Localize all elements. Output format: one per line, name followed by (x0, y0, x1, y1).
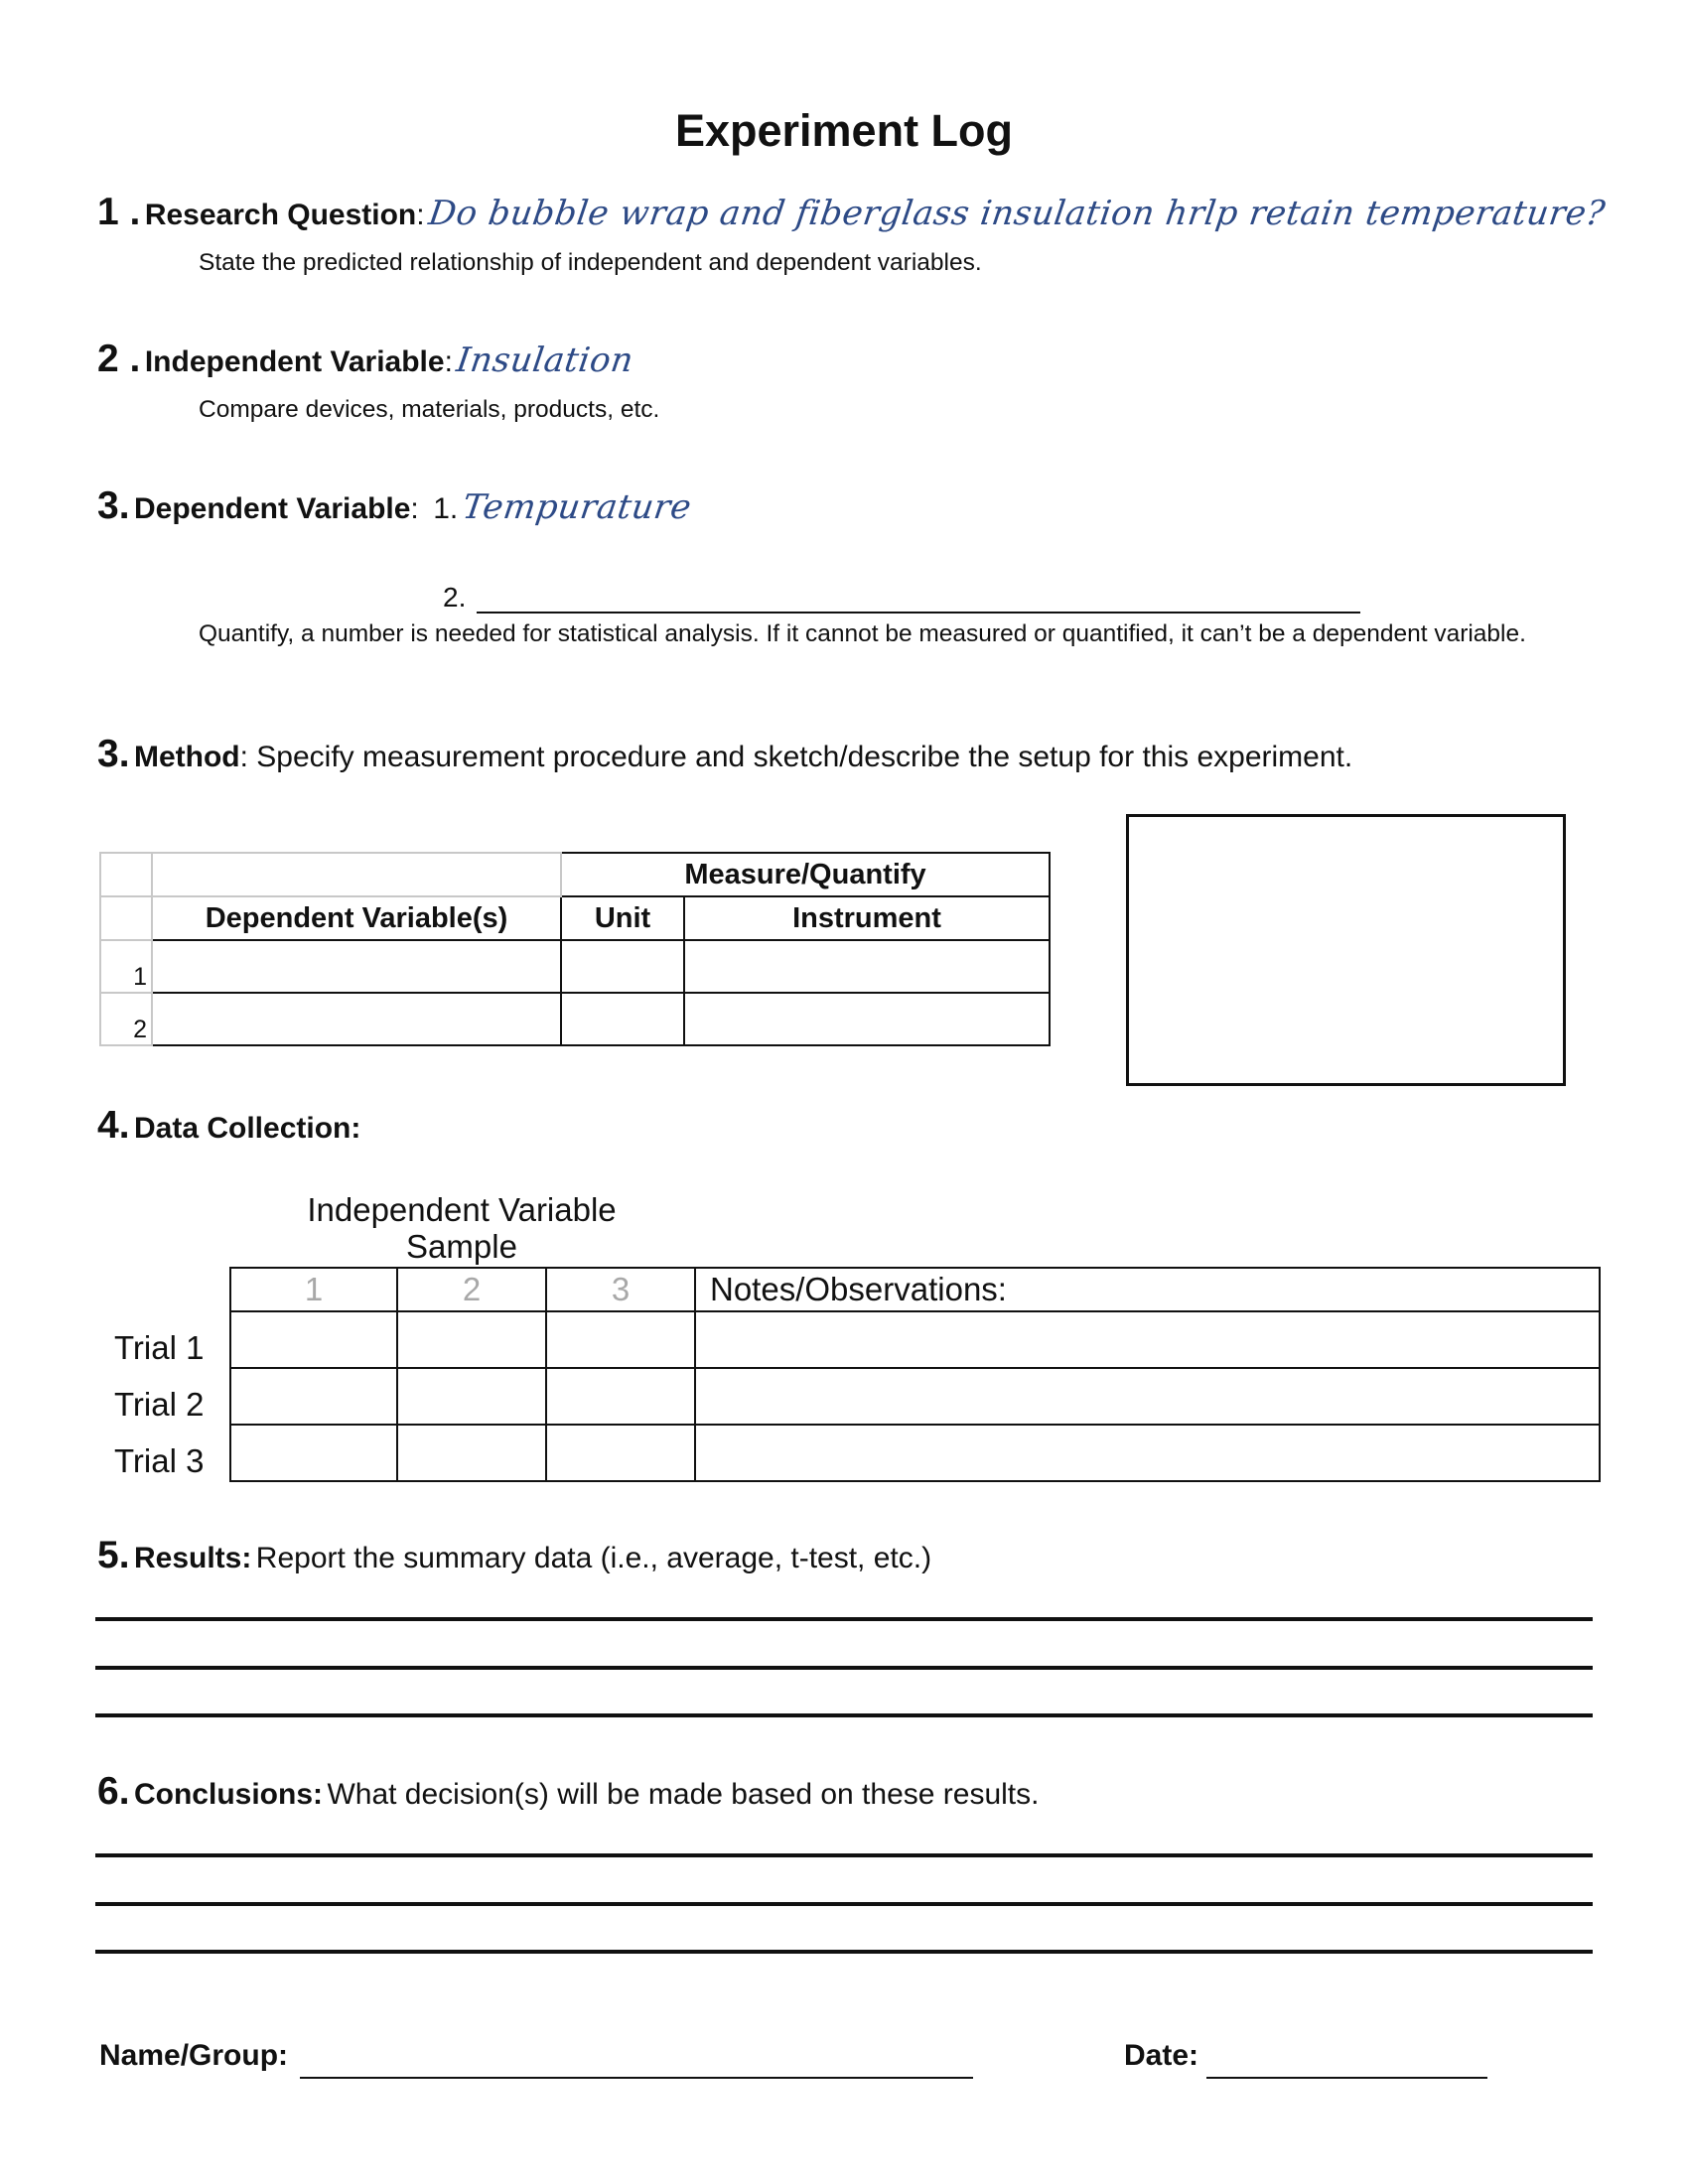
data-collection-number: 4. (97, 1104, 130, 1147)
conclusions-answer-line[interactable] (95, 1950, 1593, 1954)
independent-variable-colon: : (444, 345, 453, 378)
table-row-number: 2 (100, 993, 152, 1045)
results-answer-line[interactable] (95, 1666, 1593, 1670)
method-label: Method (133, 741, 240, 773)
research-question-hint: State the predicted relationship of independent and dependent variables. (199, 249, 982, 276)
trial-sample-cell[interactable] (230, 1368, 397, 1425)
unit-cell[interactable] (561, 940, 684, 993)
independent-variable-hint: Compare devices, materials, products, etc. (199, 396, 660, 423)
results-line (97, 1534, 931, 1577)
trial-sample-cell[interactable] (230, 1311, 397, 1368)
notes-observations-header: Notes/Observations: (695, 1268, 1600, 1311)
table-corner-cell (100, 853, 152, 896)
research-question-colon: : (416, 199, 425, 231)
research-question-answer[interactable]: Do bubble wrap and fiberglass insulation hrlp retain temperature? (426, 194, 1609, 233)
data-collection-line (97, 1104, 360, 1148)
dependent-variables-header: Dependent Variable(s) (152, 896, 561, 940)
sample-column-header: 2 (397, 1268, 546, 1311)
conclusions-answer-line[interactable] (95, 1853, 1593, 1857)
iv-header-line1: Independent Variable (307, 1191, 617, 1228)
dependent-variable-hint: Quantify, a number is needed for statistical analysis. If it cannot be measured or quantified, it can’t be a dependent variable. (199, 620, 1526, 647)
sample-column-header: 1 (230, 1268, 397, 1311)
independent-variable-line (97, 338, 636, 381)
table-row-number: 1 (100, 940, 152, 993)
trial-sample-cell[interactable] (397, 1368, 546, 1425)
research-question-label: Research Question (144, 199, 417, 231)
conclusions-label: Conclusions: (133, 1778, 323, 1811)
method-line (97, 733, 1352, 776)
dependent-variable-label: Dependent Variable (133, 492, 411, 525)
conclusions-text: What decision(s) will be made based on these results. (327, 1778, 1040, 1811)
conclusions-number: 6. (97, 1770, 130, 1813)
measure-quantify-header: Measure/Quantify (561, 853, 1050, 896)
trial-notes-cell[interactable] (695, 1368, 1600, 1425)
dependent-variable-item2-number: 2. (443, 582, 467, 613)
results-answer-line[interactable] (95, 1713, 1593, 1717)
trial-sample-cell[interactable] (546, 1311, 695, 1368)
trial-sample-cell[interactable] (546, 1368, 695, 1425)
date-label: Date: (1124, 2039, 1199, 2072)
trial-label: Trial 1 (114, 1329, 205, 1366)
table-blank-header-cell (152, 853, 561, 896)
independent-variable-answer[interactable]: Insulation (454, 341, 636, 380)
trial-label: Trial 2 (114, 1386, 205, 1423)
sample-column-header: 3 (546, 1268, 695, 1311)
results-number: 5. (97, 1534, 130, 1576)
results-text: Report the summary data (i.e., average, t-test, etc.) (255, 1542, 932, 1574)
name-group-label: Name/Group: (99, 2039, 289, 2072)
page-title: Experiment Log (674, 105, 1014, 156)
independent-variable-label: Independent Variable (144, 345, 445, 378)
conclusions-answer-line[interactable] (95, 1902, 1593, 1906)
dependent-variable-item1-answer[interactable]: Tempurature (459, 487, 694, 527)
dependent-variable-line (97, 484, 694, 528)
trial-notes-cell[interactable] (695, 1311, 1600, 1368)
trial-sample-cell[interactable] (230, 1425, 397, 1481)
trial-sample-cell[interactable] (397, 1425, 546, 1481)
data-collection-label: Data Collection: (133, 1112, 361, 1145)
iv-header-line2: Sample (406, 1228, 517, 1265)
dependent-variable-item2-blank[interactable] (477, 582, 1360, 614)
dependent-variable-item1-number: 1. (433, 492, 459, 525)
table-rownum-header (100, 896, 152, 940)
results-answer-line[interactable] (95, 1617, 1593, 1621)
instrument-cell[interactable] (684, 940, 1050, 993)
setup-sketch-box[interactable] (1126, 814, 1566, 1086)
independent-variable-sample-header (298, 1191, 626, 1265)
unit-header: Unit (561, 896, 684, 940)
dependent-variable-cell[interactable] (152, 993, 561, 1045)
trial-sample-cell[interactable] (546, 1425, 695, 1481)
measurement-table (99, 852, 1051, 1046)
research-question-number: 1 . (97, 191, 141, 233)
dependent-variable-number: 3. (97, 484, 130, 527)
name-group-blank[interactable] (300, 2039, 973, 2079)
dependent-variable-colon: : (410, 492, 419, 525)
dependent-variable-cell[interactable] (152, 940, 561, 993)
instrument-cell[interactable] (684, 993, 1050, 1045)
research-question-line (97, 191, 1609, 234)
results-label: Results: (133, 1542, 252, 1574)
unit-cell[interactable] (561, 993, 684, 1045)
method-number: 3. (97, 733, 130, 775)
independent-variable-number: 2 . (97, 338, 141, 380)
instrument-header: Instrument (684, 896, 1050, 940)
data-collection-table (229, 1267, 1601, 1482)
trial-notes-cell[interactable] (695, 1425, 1600, 1481)
trial-label: Trial 3 (114, 1442, 205, 1479)
conclusions-line (97, 1770, 1039, 1814)
trial-sample-cell[interactable] (397, 1311, 546, 1368)
method-text: : Specify measurement procedure and sketch/describe the setup for this experiment. (239, 741, 1353, 773)
date-blank[interactable] (1206, 2039, 1487, 2079)
